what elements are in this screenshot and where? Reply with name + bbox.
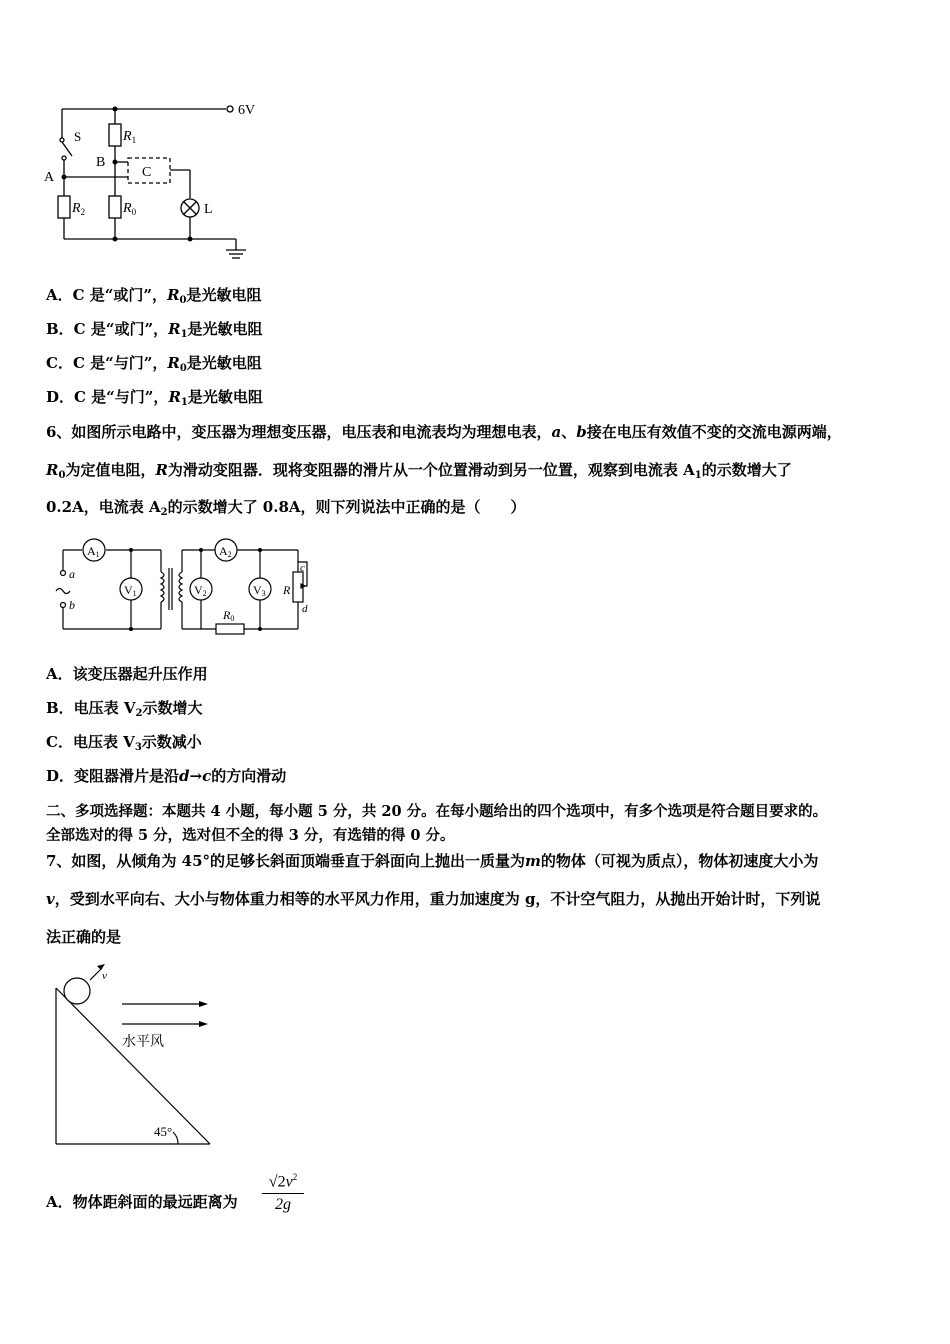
q6-stem-line-3: 0.2A，电流表 $A_2$的示数增大了 0.8A，则下列说法中正确的是（ ） xyxy=(46,498,526,518)
q6-option-b: B．电压表 $V_2$示数增大 xyxy=(46,699,203,719)
q6-stem-line-2: $R_0$为定值电阻，R为滑动变阻器．现将变阻器的滑片从一个位置滑动到另一位置，观察到电流表 $A_1$的示数增大了 xyxy=(46,461,792,481)
ammeter-a2-label: A2 xyxy=(219,544,232,559)
circuit-figure-2 xyxy=(46,536,336,640)
circuit-figure-1 xyxy=(40,98,280,268)
section-2-heading-line-1: 二、多项选择题：本题共 4 小题，每小题 5 分，共 20 分。在每小题给出的四个选项中，有多个选项是符合题目要求的。 xyxy=(46,803,828,820)
wind-label: 水平风 xyxy=(122,1035,164,1050)
voltmeter-v3-label: V3 xyxy=(253,583,266,598)
node-b-label: B xyxy=(96,155,106,170)
node-a-label: A xyxy=(44,170,55,185)
rheostat-r-label: R xyxy=(283,583,291,597)
r0-label: $R_0$ xyxy=(123,201,137,217)
r2-label: $R_2$ xyxy=(72,201,86,217)
section-2-heading-line-2: 全部选对的得 5 分，选对但不全的得 3 分，有选错的得 0 分。 xyxy=(46,827,455,844)
lamp-label: L xyxy=(204,202,213,217)
q7-stem-line-3: 法正确的是 xyxy=(46,928,122,946)
velocity-label: v xyxy=(102,970,107,982)
q6-stem-line-1: 6、如图所示电路中，变压器为理想变压器，电压表和电流表均为理想电表，a、b接在电压有效值不变的交流电源两端， xyxy=(46,423,842,441)
q6-option-c: C．电压表 $V_3$示数减小 xyxy=(46,733,202,753)
q7-stem-line-2: v，受到水平向右、大小与物体重力相等的水平风力作用，重力加速度为 g，不计空气阻力，从抛出开始计时，下列说 xyxy=(46,890,821,908)
angle-label: 45° xyxy=(154,1124,173,1139)
r1-label: $R_1$ xyxy=(123,129,137,145)
switch-label: S xyxy=(74,129,82,144)
q7-stem-line-1: 7、如图，从倾角为 45°的足够长斜面顶端垂直于斜面向上抛出一质量为m的物体（可视为质点），物体初速度大小为 xyxy=(46,852,819,870)
q6-option-d: D．变阻器滑片是沿d→c的方向滑动 xyxy=(46,767,287,785)
slider-c-label: c xyxy=(300,562,305,574)
voltmeter-v2-label: V2 xyxy=(194,583,207,598)
voltage-label: 6V xyxy=(238,103,256,118)
q5-option-a: A．C 是“或门”，$R_0$是光敏电阻 xyxy=(46,286,262,306)
ammeter-a1-label: A1 xyxy=(87,544,100,559)
max-distance-fraction: $\frac{√2v^2}{2g}$ xyxy=(262,1172,304,1214)
resistor-r0-label: R0 xyxy=(223,608,235,623)
q6-option-a: A．该变压器起升压作用 xyxy=(46,665,208,683)
incline-figure xyxy=(50,958,220,1154)
terminal-a-label: a xyxy=(69,567,75,581)
terminal-b-label: b xyxy=(69,598,75,612)
q5-option-d: D．C 是“与门”，$R_1$是光敏电阻 xyxy=(46,388,263,408)
q7-option-a: A．物体距斜面的最远距离为 xyxy=(46,1193,238,1211)
voltmeter-v1-label: V1 xyxy=(124,583,137,598)
slider-d-label: d xyxy=(302,603,308,615)
q5-option-c: C．C 是“与门”，$R_0$是光敏电阻 xyxy=(46,354,262,374)
gate-c-label: C xyxy=(142,165,152,180)
q5-option-b: B．C 是“或门”，$R_1$是光敏电阻 xyxy=(46,320,263,340)
